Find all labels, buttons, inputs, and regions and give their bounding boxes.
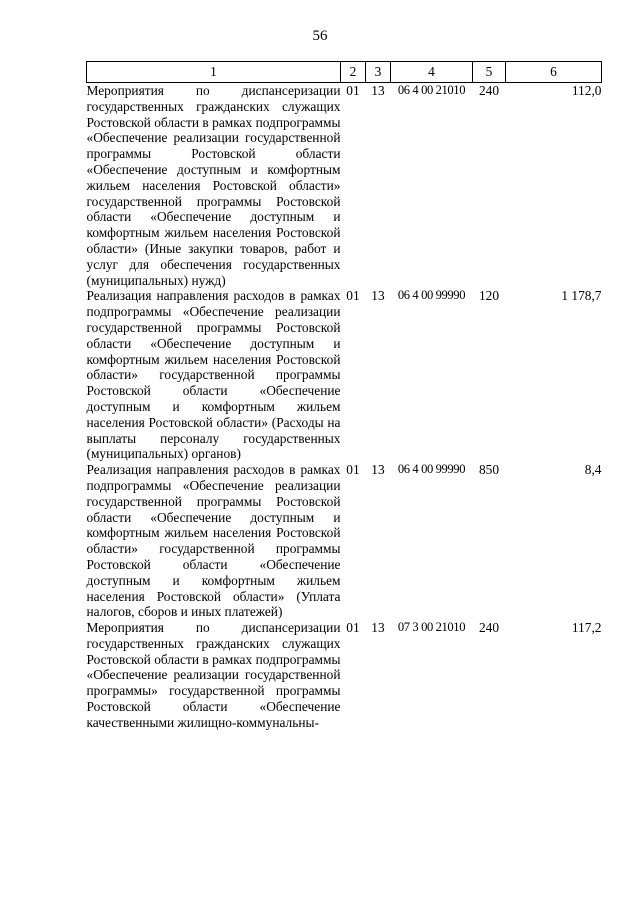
row-subsection-code: 13 bbox=[371, 288, 385, 304]
row-subsection-code: 13 bbox=[371, 462, 385, 478]
header-col-1: 1 bbox=[87, 62, 341, 83]
row-section-code: 01 bbox=[346, 288, 360, 304]
header-col-6: 6 bbox=[506, 62, 602, 83]
row-section-code: 01 bbox=[346, 83, 360, 98]
row-section-code: 01 bbox=[346, 462, 360, 478]
row-description: Мероприятия по диспансеризации государственных гражданских служащих Ростовской области в рамках подпрограммы «Обеспечение реализации государственной программы Ростовской области «Обеспечение доступным и комфортным жильем населения Ростовской области» государственной программы Ростовской области «Обеспечение доступным и комфортным жильем населения Ростовской области» (Иные закупки товаров, работ и услуг для обеспечения государственных (муниципальных) нужд) bbox=[86, 83, 341, 288]
row-expense-type: 240 bbox=[478, 83, 500, 98]
table-header-row bbox=[87, 62, 602, 83]
header-col-4: 4 bbox=[391, 62, 473, 83]
row-description: Реализация направления расходов в рамках подпрограммы «Обеспечение реализации государственной программы Ростовской области «Обеспечение доступным и комфортным жильем населения Ростовской области» государственной программы Ростовской области «Обеспечение доступным и комфортным жильем населения Ростовской области» (Расходы на выплаты персоналу государственных (муниципальных) органов) bbox=[86, 288, 341, 462]
table-row bbox=[87, 620, 602, 731]
row-target-article: 06 4 00 21010 bbox=[397, 83, 466, 97]
row-target-article: 07 3 00 21010 bbox=[397, 620, 466, 635]
header-col-5: 5 bbox=[473, 62, 506, 83]
header-col-2: 2 bbox=[341, 62, 366, 83]
row-subsection-code: 13 bbox=[371, 83, 385, 98]
table-row bbox=[87, 83, 602, 289]
row-amount: 112,0 bbox=[571, 83, 602, 98]
row-amount: 117,2 bbox=[571, 620, 602, 636]
row-expense-type: 850 bbox=[478, 462, 500, 478]
row-amount: 1 178,7 bbox=[561, 288, 602, 304]
page-number: 56 bbox=[312, 28, 328, 44]
row-target-article: 06 4 00 99990 bbox=[397, 288, 466, 303]
row-expense-type: 120 bbox=[478, 288, 500, 304]
row-amount: 8,4 bbox=[584, 462, 602, 478]
header-col-3: 3 bbox=[366, 62, 391, 83]
table-row bbox=[87, 462, 602, 620]
row-section-code: 01 bbox=[346, 620, 360, 636]
row-description: Реализация направления расходов в рамках подпрограммы «Обеспечение реализации государственной программы Ростовской области «Обеспечение доступным и комфортным жильем населения Ростовской области» государственной программы Ростовской области «Обеспечение доступным и комфортным жильем населения Ростовской области» (Уплата налогов, сборов и иных платежей) bbox=[86, 462, 341, 620]
budget-table bbox=[86, 61, 602, 731]
row-subsection-code: 13 bbox=[371, 620, 385, 636]
row-expense-type: 240 bbox=[478, 620, 500, 636]
table-row bbox=[87, 288, 602, 462]
row-description: Мероприятия по диспансеризации государственных гражданских служащих Ростовской области в рамках подпрограммы «Обеспечение реализации государственной программы» государственной программы Ростовской области «Обеспечение качественными жилищно-коммунальны- bbox=[86, 620, 341, 730]
row-target-article: 06 4 00 99990 bbox=[397, 462, 466, 477]
